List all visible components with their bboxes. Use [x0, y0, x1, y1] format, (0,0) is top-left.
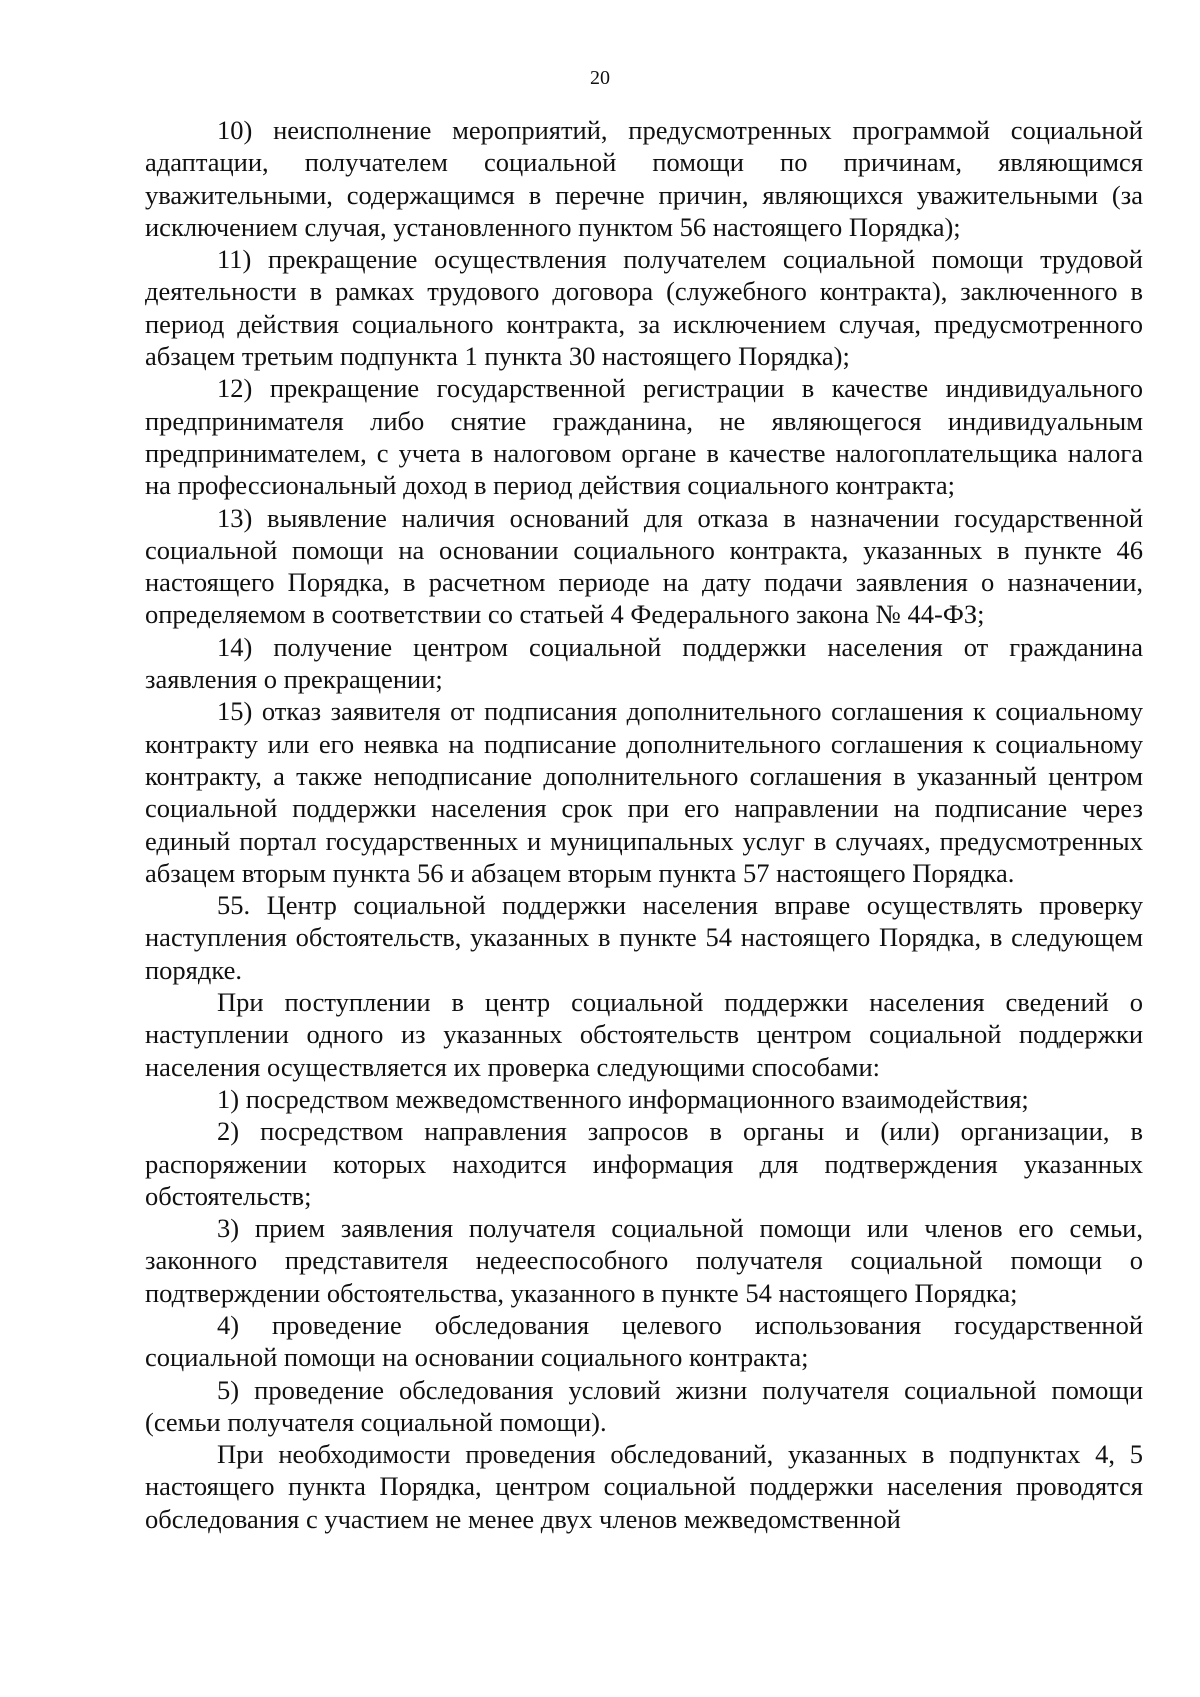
- page-number: 20: [590, 67, 610, 89]
- paragraph-item-13: 13) выявление наличия оснований для отказа в назначении государственной социальной помощи на основании социального контракта, указанных в пункте 46 настоящего Порядка, в расчетном периоде на дату подачи заявления о назначении, определяемом в соответствии со статьей 4 Федерального закона № 44-ФЗ;: [145, 502, 1143, 630]
- paragraph-method-3: 3) прием заявления получателя социальной помощи или членов его семьи, законного представителя недееспособного получателя социальной помощи о подтверждении обстоятельства, указанного в пункте 54 настоящего Порядка;: [145, 1213, 1143, 1308]
- paragraph-item-15: 15) отказ заявителя от подписания дополнительного соглашения к социальному контракту или его неявка на подписание дополнительного соглашения к социальному контракту, а также неподписание дополнительного соглашения в указанный центром социальной поддержки населения срок при его направлении на подписание через единый портал государственных и муниципальных услуг в случаях, предусмотренных абзацем вторым пункта 56 и абзацем вторым пункта 57 настоящего Порядка.: [145, 696, 1143, 888]
- paragraph-item-14: 14) получение центром социальной поддержки населения от гражданина заявления о прекращении;: [145, 631, 1143, 695]
- paragraph-method-5: 5) проведение обследования условий жизни получателя социальной помощи (семьи получателя социальной помощи).: [145, 1374, 1143, 1437]
- paragraph-method-4: 4) проведение обследования целевого использования государственной социальной помощи на основании социального контракта;: [145, 1309, 1143, 1373]
- paragraph-section-55: 55. Центр социальной поддержки населения вправе осуществлять проверку наступления обстоятельств, указанных в пункте 54 настоящего Порядка, в следующем порядке.: [145, 890, 1143, 985]
- paragraph-verification-intro: При поступлении в центр социальной поддержки населения сведений о наступлении одного из указанных обстоятельств центром социальной поддержки населения осуществляется их проверка следующими способами:: [145, 987, 1143, 1082]
- paragraph-method-2: 2) посредством направления запросов в органы и (или) организации, в распоряжении которых находится информация для подтверждения указанных обстоятельств;: [145, 1116, 1143, 1211]
- document-body: [145, 114, 1143, 1535]
- paragraph-item-11: 11) прекращение осуществления получателем социальной помощи трудовой деятельности в рамках трудового договора (служебного контракта), заключенного в период действия социального контракта, за исключением случая, предусмотренного абзацем третьим подпункта 1 пункта 30 настоящего Порядка);: [145, 244, 1143, 372]
- paragraph-item-12: 12) прекращение государственной регистрации в качестве индивидуального предпринимателя либо снятие гражданина, не являющегося индивидуальным предпринимателем, с учета в налоговом органе в качестве налогоплательщика налога на профессиональный доход в период действия социального контракта;: [145, 373, 1143, 501]
- paragraph-inspection-note: При необходимости проведения обследований, указанных в подпунктах 4, 5 настоящего пункта Порядка, центром социальной поддержки населения проводятся обследования с участием не менее двух членов межведомственной: [145, 1439, 1143, 1534]
- paragraph-method-1: 1) посредством межведомственного информационного взаимодействия;: [217, 1083, 1029, 1114]
- paragraph-item-10: 10) неисполнение мероприятий, предусмотренных программой социальной адаптации, получателем социальной помощи по причинам, являющимся уважительными, содержащимся в перечне причин, являющихся уважительными (за исключением случая, установленного пунктом 56 настоящего Порядка);: [145, 115, 1143, 242]
